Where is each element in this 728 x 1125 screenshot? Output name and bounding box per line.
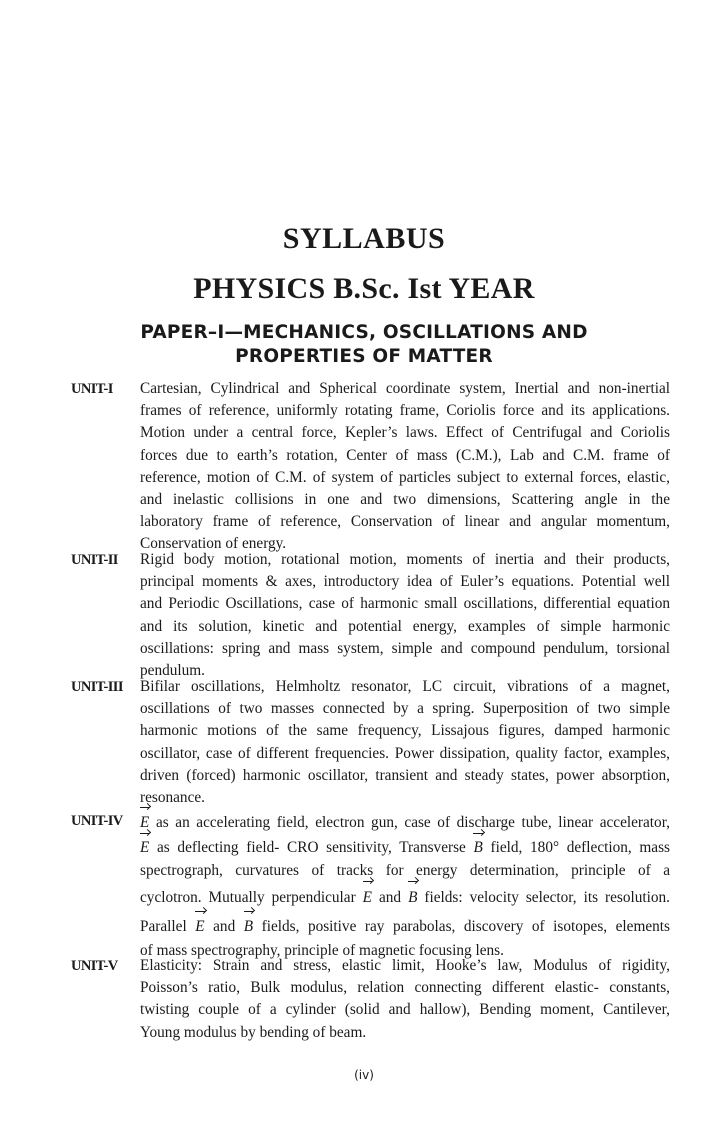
- paper-title-line-2: PROPERTIES OF MATTER: [235, 346, 493, 367]
- text-line: harmonic motions of the same frequency, Lissajous figures, damped harmonic: [140, 722, 670, 740]
- text-line: Young modulus by bending of beam.: [140, 1023, 367, 1041]
- text-line: E as deflecting field- CRO sensitivity, Transverse B field, 180° deflection, mass: [140, 836, 670, 860]
- paper-title-line-1: PAPER–I—MECHANICS, OSCILLATIONS AND: [140, 322, 588, 343]
- text-line: oscillator, case of different frequencies. Power dissipation, quality factor, examples,: [140, 744, 670, 762]
- vector-b-symbol: B: [244, 914, 253, 940]
- text-line: cyclotron. Mutually perpendicular E and B fields: velocity selector, its resolution.: [140, 882, 670, 912]
- text-line: pendulum.: [140, 662, 206, 680]
- text-line: and Periodic Oscillations, case of harmonic small oscillations, differential equation: [140, 595, 670, 613]
- course-title: PHYSICS B.Sc. Ist YEAR: [193, 272, 535, 305]
- text-line: Bifilar oscillations, Helmholtz resonator, LC circuit, vibrations of a magnet,: [140, 678, 670, 695]
- vector-e-symbol: E: [195, 914, 204, 940]
- text-line: Motion under a central force, Kepler’s laws. Effect of Centrifugal and Coriolis: [140, 424, 670, 442]
- syllabus-title: SYLLABUS: [282, 222, 446, 255]
- text-line: of mass spectrography, principle of magnetic focusing lens.: [140, 942, 504, 959]
- text-line: Cartesian, Cylindrical and Spherical coordinate system, Inertial and non-inertial: [140, 380, 670, 397]
- text-line: E as an accelerating field, electron gun, case of discharge tube, linear accelerator,: [140, 810, 670, 836]
- unit-label: UNIT-II: [71, 552, 118, 568]
- text-line: spectrograph, curvatures of tracks for energy determination, principle of a: [140, 862, 670, 879]
- text-line: Parallel E and B fields, positive ray parabolas, discovery of isotopes, elements: [140, 912, 670, 940]
- text-line: Poisson’s ratio, Bulk modulus, relation connecting different elastic- constants,: [140, 979, 670, 997]
- text-line: Conservation of energy.: [140, 535, 287, 553]
- text-line: resonance.: [140, 789, 205, 807]
- unit-description: [140, 549, 670, 682]
- unit-description: [140, 378, 670, 556]
- text-line: oscillations of two masses connected by a spring. Superposition of two simple: [140, 700, 670, 718]
- unit-label: UNIT-V: [71, 958, 118, 974]
- text-line: driven (forced) harmonic oscillator, transient and steady states, power absorption,: [140, 766, 670, 784]
- unit-label: UNIT-III: [71, 679, 123, 695]
- vector-e-symbol: E: [140, 836, 149, 860]
- vector-b-symbol: B: [473, 836, 482, 860]
- vector-b-symbol: B: [408, 884, 417, 912]
- text-line: Rigid body motion, rotational motion, moments of inertia and their products,: [140, 551, 670, 568]
- text-line: principal moments & axes, introductory idea of Euler’s equations. Potential well: [140, 573, 670, 591]
- text-line: and inelastic collisions in one and two dimensions, Scattering angle in the: [140, 491, 670, 509]
- vector-e-symbol: E: [140, 810, 149, 836]
- vector-e-symbol: E: [363, 884, 372, 912]
- text-line: twisting couple of a cylinder (solid and hallow), Bending moment, Cantilever,: [140, 1001, 670, 1019]
- text-line: oscillations: spring and mass system, simple and compound pendulum, torsional: [140, 639, 670, 657]
- page-number: (iv): [354, 1068, 374, 1082]
- text-line: forces due to earth’s rotation, Center of mass (C.M.), Lab and C.M. frame of: [140, 446, 670, 464]
- unit-description: [140, 676, 670, 809]
- text-line: reference, motion of C.M. of system of particles subject to external forces, elastic,: [140, 468, 670, 486]
- unit-label: UNIT-I: [71, 381, 113, 397]
- text-line: and its solution, kinetic and potential energy, examples of simple harmonic: [140, 617, 670, 635]
- text-line: Elasticity: Strain and stress, elastic limit, Hooke’s law, Modulus of rigidity,: [140, 957, 670, 974]
- text-line: laboratory frame of reference, Conservation of linear and angular momentum,: [140, 513, 670, 531]
- unit-description: [140, 955, 670, 1044]
- text-line: frames of reference, uniformly rotating frame, Coriolis force and its applications.: [140, 402, 670, 420]
- unit-description: [140, 810, 670, 962]
- unit-label: UNIT-IV: [71, 813, 123, 829]
